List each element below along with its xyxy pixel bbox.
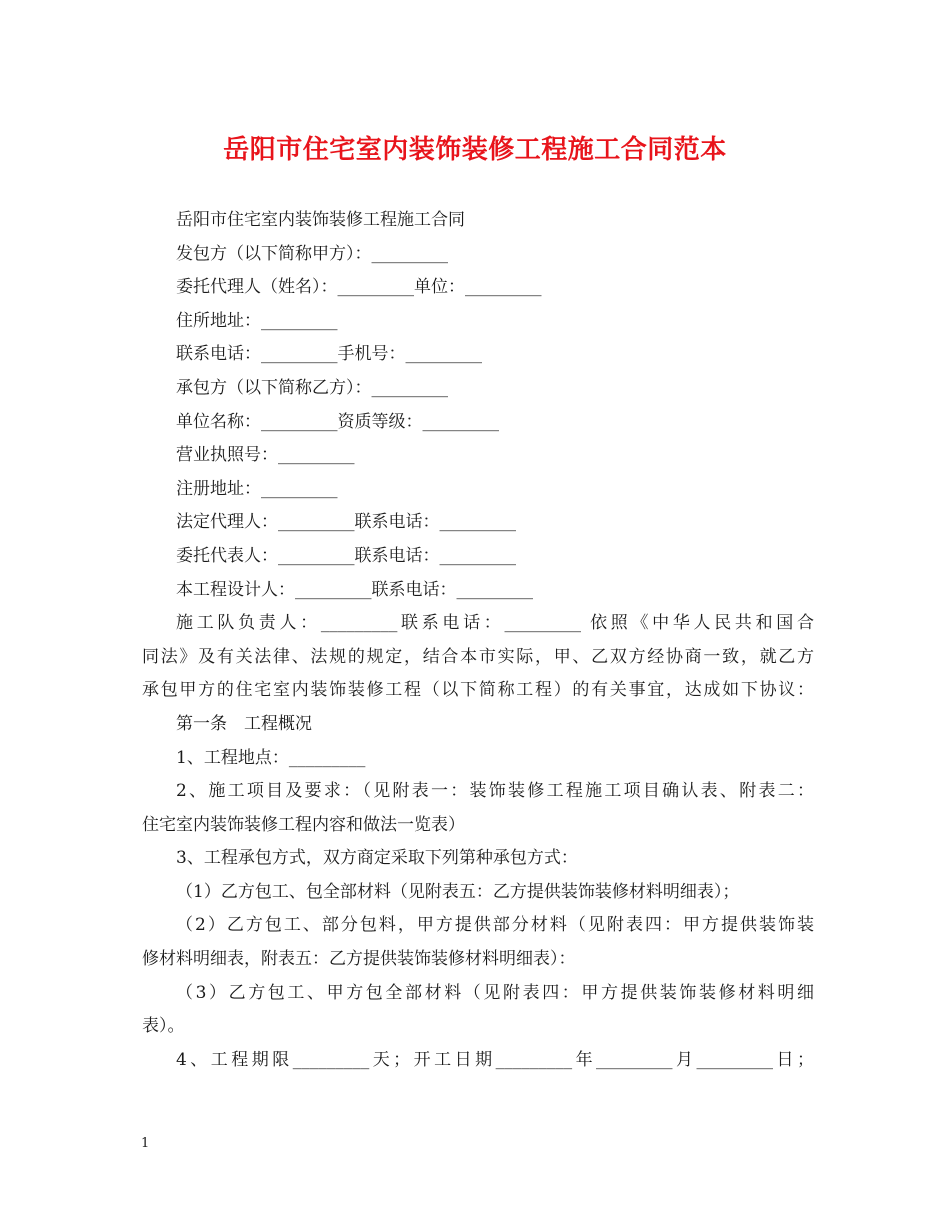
body-line: （2）乙方包工、部分包料，甲方提供部分材料（见附表四：甲方提供装饰装 — [176, 915, 814, 936]
body-line: 表）。 — [142, 1016, 185, 1037]
body-line: 联系电话：_________手机号：_________ — [176, 344, 482, 365]
body-line: 本工程设计人：_________联系电话：_________ — [176, 579, 533, 600]
body-line: 单位名称：_________资质等级：_________ — [176, 411, 499, 432]
body-line: 修材料明细表，附表五：乙方提供装饰装修材料明细表）： — [142, 949, 576, 970]
body-line: 承包方（以下简称乙方）：_________ — [176, 377, 448, 398]
body-line: 委托代理人（姓名）：_________单位：_________ — [176, 277, 542, 298]
body-line: 法定代理人：_________联系电话：_________ — [176, 512, 516, 533]
page-number: 1 — [141, 1136, 150, 1151]
body-line: （3）乙方包工、甲方包全部材料（见附表四：甲方提供装饰装修材料明细 — [176, 982, 814, 1003]
body-line: 第一条 工程概况 — [176, 713, 312, 734]
body-line: 岳阳市住宅室内装饰装修工程施工合同 — [176, 210, 465, 230]
body-line: 1、工程地点：_________ — [176, 747, 366, 768]
body-line: 同法》及有关法律、法规的规定，结合本市实际，甲、乙双方经协商一致，就乙方 — [142, 646, 814, 667]
body-line: 4、工程期限_________天；开工日期_________年_________月_________日； — [176, 1049, 814, 1070]
body-line: 注册地址：_________ — [176, 478, 338, 499]
body-line: 2、施工项目及要求：（见附表一：装饰装修工程施工项目确认表、附表二： — [176, 781, 814, 802]
body-line: 住所地址：_________ — [176, 310, 338, 331]
body-line: 委托代表人：_________联系电话：_________ — [176, 545, 516, 566]
document-title: 岳阳市住宅室内装饰装修工程施工合同范本 — [223, 135, 727, 165]
body-line: 施工队负责人：_________联系电话：_________ 依照《中华人民共和国合 — [176, 613, 814, 634]
body-line: 发包方（以下简称甲方）：_________ — [176, 243, 448, 264]
body-line: 营业执照号：_________ — [176, 445, 355, 466]
body-line: （1）乙方包工、包全部材料（见附表五：乙方提供装饰装修材料明细表）； — [176, 881, 740, 902]
body-line: 3、工程承包方式，双方商定采取下列第种承包方式： — [176, 848, 578, 869]
contract-body — [142, 204, 814, 1077]
body-line: 承包甲方的住宅室内装饰装修工程（以下简称工程）的有关事宜，达成如下协议： — [142, 680, 814, 701]
body-line: 住宅室内装饰装修工程内容和做法一览表） — [142, 814, 465, 835]
